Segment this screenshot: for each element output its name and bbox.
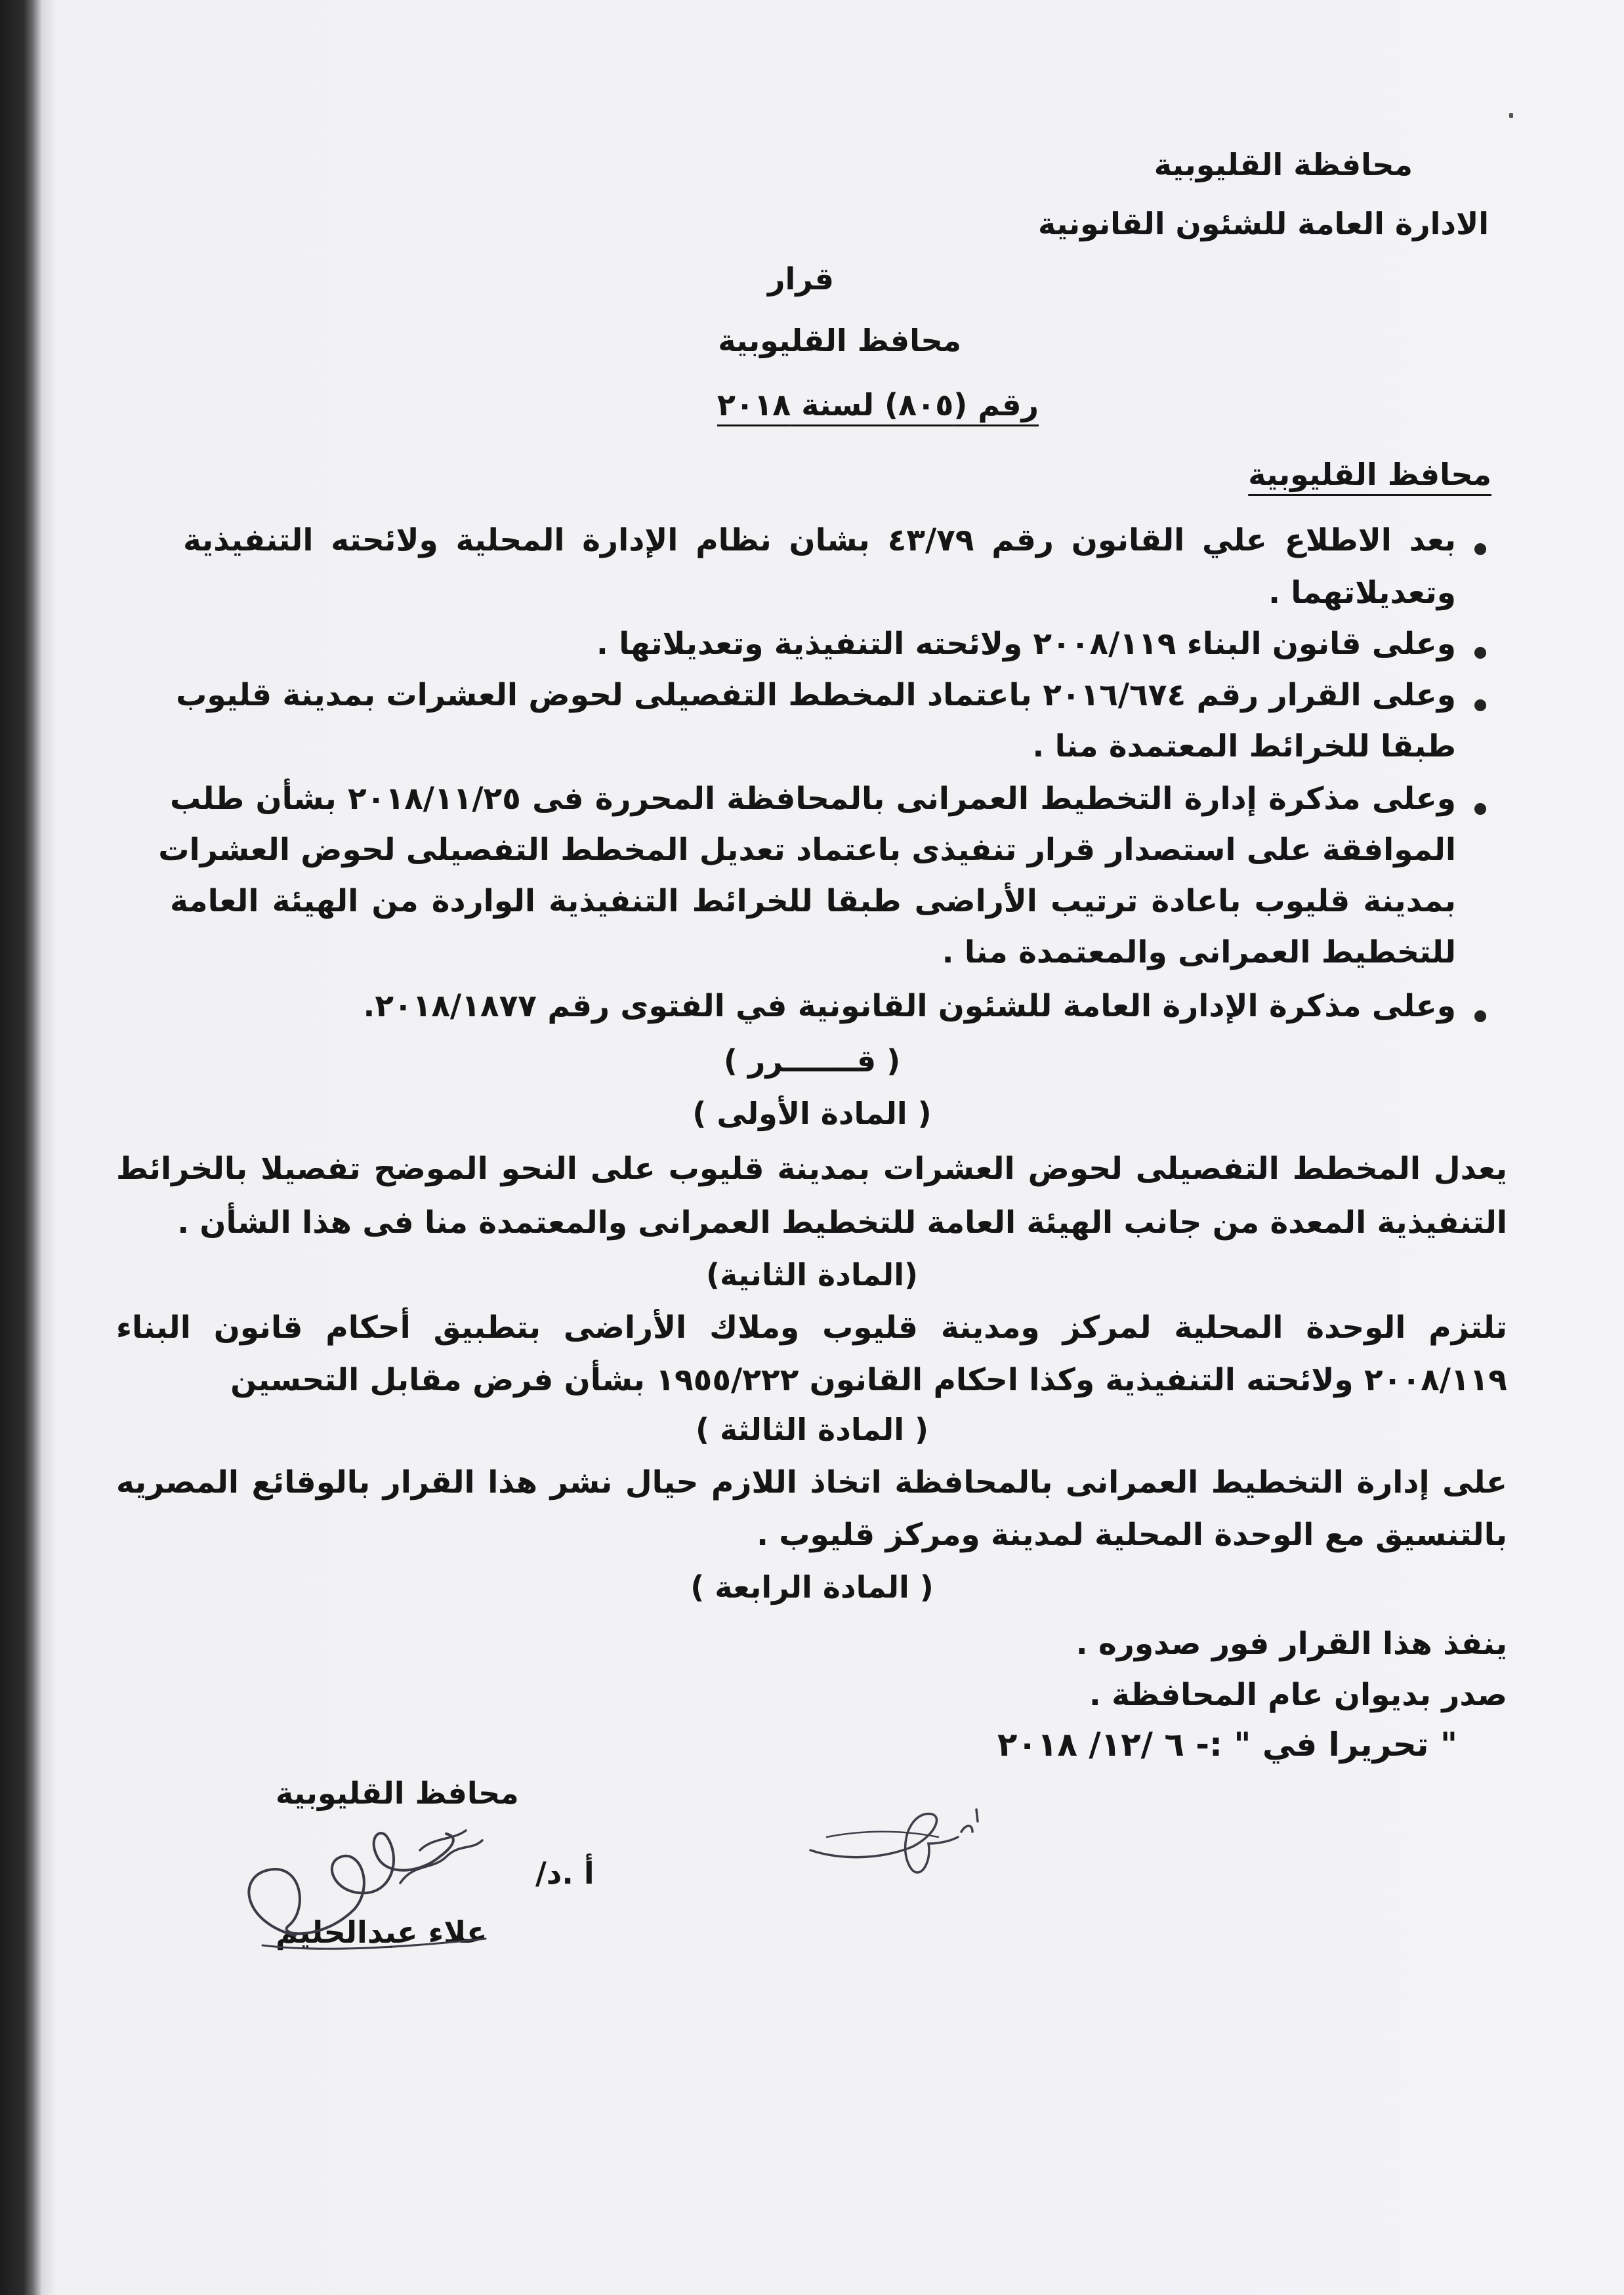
issue-date: " تحريرا في " :- ٦ /١٢/ ٢٠١٨ <box>997 1726 1457 1764</box>
preamble-heading: محافظ القليوبية <box>1248 457 1491 492</box>
article-2-line-1: تلتزم الوحدة المحلية لمركز ومدينة قليوب وملاك الأراضى بتطبيق أحكام قانون البناء <box>116 1310 1507 1346</box>
recital-3-line-2: طبقا للخرائط المعتمدة منا . <box>1032 728 1456 764</box>
article-1-line-2: التنفيذية المعدة من جانب الهيئة العامة للتخطيط العمرانى والمعتمدة منا فى هذا الشأن . <box>177 1205 1507 1241</box>
recital-4-line-1: وعلى مذكرة إدارة التخطيط العمرانى بالمحافظة المحررة فى ٢٠١٨/١١/٢٥ بشأن طلب <box>170 781 1457 817</box>
recital-1-line-1: بعد الاطلاع علي القانون رقم ٤٣/٧٩ بشان نظام الإدارة المحلية ولائحته التنفيذية <box>183 522 1456 558</box>
bullet-dot <box>1474 1010 1486 1022</box>
scan-speck <box>1509 113 1513 118</box>
bullet-dot <box>1474 803 1486 815</box>
recital-1-line-2: وتعديلاتهما . <box>1268 575 1456 611</box>
signature-title: محافظ القليوبية <box>276 1775 519 1811</box>
article-4-heading: ( المادة الرابعة ) <box>690 1569 934 1605</box>
bullet-dot <box>1474 647 1486 659</box>
initials-handwritten-mark <box>801 1798 997 1890</box>
decision-heading: ( قـــــــرر ) <box>723 1043 901 1079</box>
governor-handwritten-signature <box>223 1811 525 1962</box>
signatory-name: علاء عبدالحليم <box>276 1914 488 1950</box>
decree-issuer: محافظ القليوبية <box>718 323 961 358</box>
recital-4-line-2: الموافقة على استصدار قرار تنفيذى باعتماد تعديل المخطط التفصيلى لحوض العشرات <box>158 832 1456 868</box>
signature-prefix: أ .د/ <box>535 1855 594 1891</box>
article-1-line-1: يعدل المخطط التفصيلى لحوض العشرات بمدينة قليوب على النحو الموضح تفصيلا بالخرائط <box>116 1151 1507 1187</box>
header-legal-department: الادارة العامة للشئون القانونية <box>1038 206 1489 241</box>
recital-2-line-1: وعلى قانون البناء ٢٠٠٨/١١٩ ولائحته التنفيذية وتعديلاتها . <box>596 626 1456 662</box>
article-2-line-2: ٢٠٠٨/١١٩ ولائحته التنفيذية وكذا احكام القانون ١٩٥٥/٢٢٢ بشأن فرض مقابل التحسين <box>230 1362 1507 1398</box>
recital-4-line-4: للتخطيط العمرانى والمعتمدة منا . <box>942 934 1456 970</box>
article-3-line-2: بالتنسيق مع الوحدة المحلية لمدينة ومركز قليوب . <box>757 1517 1507 1553</box>
decree-word: قرار <box>768 261 834 297</box>
article-3-heading: ( المادة الثالثة ) <box>695 1412 929 1447</box>
article-2-heading: (المادة الثانية) <box>705 1257 918 1292</box>
bullet-dot <box>1474 543 1486 555</box>
decree-number: رقم (٨٠٥) لسنة ٢٠١٨ <box>717 387 1039 423</box>
recital-5-line-1: وعلى مذكرة الإدارة العامة للشئون القانونية في الفتوى رقم ٢٠١٨/١٨٧٧. <box>363 988 1456 1024</box>
issued-statement: صدر بديوان عام المحافظة . <box>1089 1677 1507 1713</box>
article-1-heading: ( المادة الأولى ) <box>692 1096 932 1131</box>
article-3-line-1: على إدارة التخطيط العمرانى بالمحافظة اتخاذ اللازم حيال نشر هذا القرار بالوقائع المصريه <box>116 1464 1507 1500</box>
article-4-line-1: ينفذ هذا القرار فور صدوره . <box>1075 1626 1507 1662</box>
recital-3-line-1: وعلى القرار رقم ٢٠١٦/٦٧٤ باعتماد المخطط التفصيلى لحوض العشرات بمدينة قليوب <box>176 677 1456 713</box>
header-governorate: محافظة القليوبية <box>1154 147 1413 182</box>
bullet-dot <box>1474 699 1486 711</box>
recital-4-line-3: بمدينة قليوب باعادة ترتيب الأراضى طبقا للخرائط التنفيذية الواردة من الهيئة العامة <box>170 883 1456 919</box>
